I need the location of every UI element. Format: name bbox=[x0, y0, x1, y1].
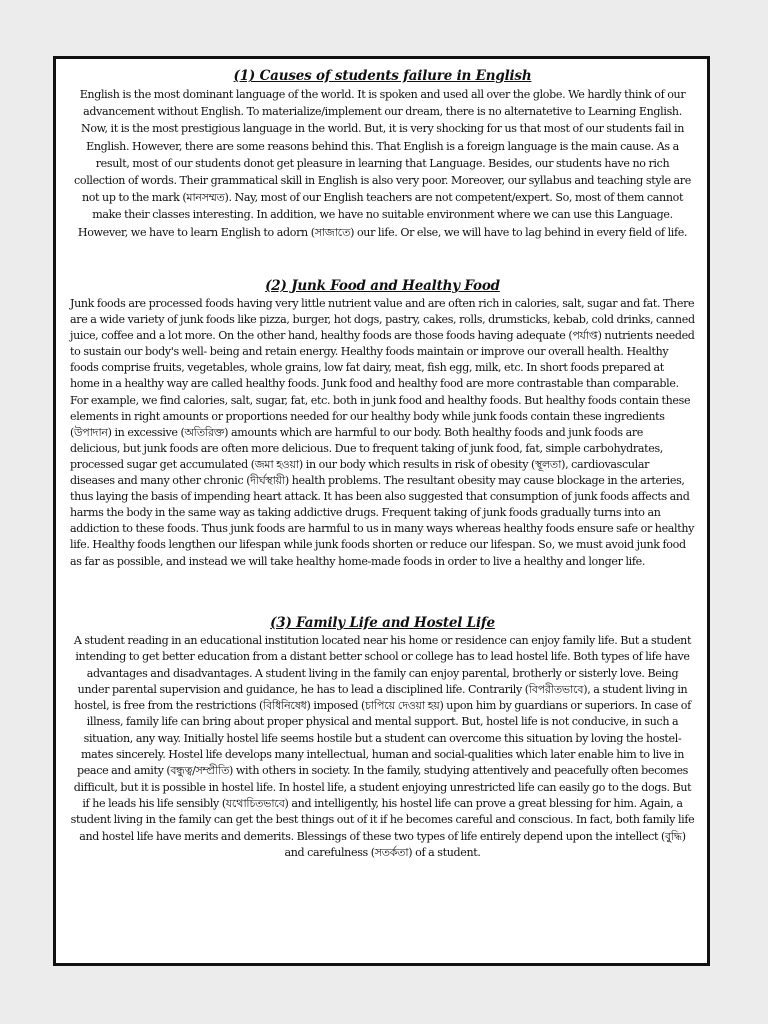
section-junk-food bbox=[70, 277, 695, 570]
document-frame bbox=[53, 56, 710, 966]
section-body: A student reading in an educational institution located near his home or residence can enjoy family life. But a student intending to get better education from a distant better school or college has to lead hostel life. Both types of life have advantages and disadvantages. A student living in the family can enjoy parental, brotherly or sisterly love. Being under parental supervision and guidance, he has to lead a disciplined life. Contrarily (বিপরীতভাবে), a student living in hostel, is free from the restrictions (বিধিনিষেধ) imposed (চাপিয়ে দেওয়া হয়) upon him by guardians or superiors. In case of illness, family life can bring about proper physical and mental support. But, hostel life is not conducive, in such a situation, any way. Initially hostel life seems hostile but a student can overcome this situation by loving the hostel-mates sincerely. Hostel life develops many intellectual, human and social-qualities which later enable him to live in peace and amity (বন্ধুত্ব/সম্প্রীতি) with others in society. In the family, studying attentively and peacefully often becomes difficult, but it is possible in hostel life. In hostel life, a student enjoying unrestricted life can easily go to the dogs. But if he leads his life sensibly (যথোচিতভাবে) and intelligently, his hostel life can prove a great blessing for him. Again, a student living in the family can get the best things out of it if he becomes careful and conscious. In fact, both family life and hostel life have merits and demerits. Blessings of these two types of life entirely depend upon the intellect (বুদ্ধি) and carefulness (সতর্কতা) of a student. bbox=[70, 634, 695, 859]
section-causes-of-failure bbox=[70, 67, 695, 241]
section-body: English is the most dominant language of the world. It is spoken and used all over the globe. We hardly think of our advancement without English. To materialize/implement our dream, there is no alternatetive to Learning English. Now, it is the most prestigious language in the world. But, it is very shocking for us that most of our students fail in English. However, there are some reasons behind this. That English is a foreign language is the main cause. As a result, most of our students donot get pleasure in learning that Language. Besides, our students have no rich collection of words. Their grammatical skill in English is also very poor. Moreover, our syllabus and teaching style are not up to the mark (মানসম্মত). Nay, most of our English teachers are not competent/expert. So, most of them cannot make their classes interesting. In addition, we have no suitable environment where we can use this Language. However, we have to learn English to adorn (সাজাতে) our life. Or else, we will have to lag behind in every field of life. bbox=[74, 88, 691, 239]
section-title: (3) Family Life and Hostel Life bbox=[270, 615, 495, 631]
section-title: (2) Junk Food and Healthy Food bbox=[265, 278, 500, 294]
section-family-hostel-life bbox=[70, 614, 695, 861]
section-body: Junk foods are processed foods having very little nutrient value and are often rich in calories, salt, sugar and fat. There are a wide variety of junk foods like pizza, burger, hot dogs, pastry, cakes, rolls, drumsticks, kebab, cold drinks, canned juice, coffee and a lot more. On the other hand, healthy foods are those foods having adequate (পর্যাপ্ত) nutrients needed to sustain our body's well- being and retain energy. Healthy foods maintain or improve our overall health. Healthy foods comprise fruits, vegetables, whole grains, low fat dairy, meat, fish egg, milk, etc. In short foods prepared at home in a healthy way are called healthy foods. Junk food and healthy food are more contrastable than comparable. For example, we find calories, salt, sugar, fat, etc. both in junk food and healthy foods. But healthy foods contain these elements in right amounts or proportions needed for our healthy body while junk foods contain these ingredients (উপাদান) in excessive (অতিরিক্ত) amounts which are harmful to our body. Both healthy foods and junk foods are delicious, but junk foods are often more delicious. Due to frequent taking of junk food, fat, simple carbohydrates, processed sugar get accumulated (জমা হওয়া) in our body which results in risk of obesity (স্থূলতা), cardiovascular diseases and many other chronic (দীর্ঘস্থায়ী) health problems. The resultant obesity may cause blockage in the arteries, thus laying the basis of impending heart attack. It has been also suggested that consumption of junk foods affects and harms the body in the same way as taking addictive drugs. Frequent taking of junk foods gradually turns into an addiction to these foods. Thus junk foods are harmful to us in many ways whereas healthy foods ensure safe or healthy life. Healthy foods lengthen our lifespan while junk foods shorten or reduce our lifespan. So, we must avoid junk food as far as possible, and instead we will take healthy home-made foods in order to live a healthy and longer life. bbox=[70, 297, 695, 568]
section-title: (1) Causes of students failure in English bbox=[233, 68, 532, 84]
